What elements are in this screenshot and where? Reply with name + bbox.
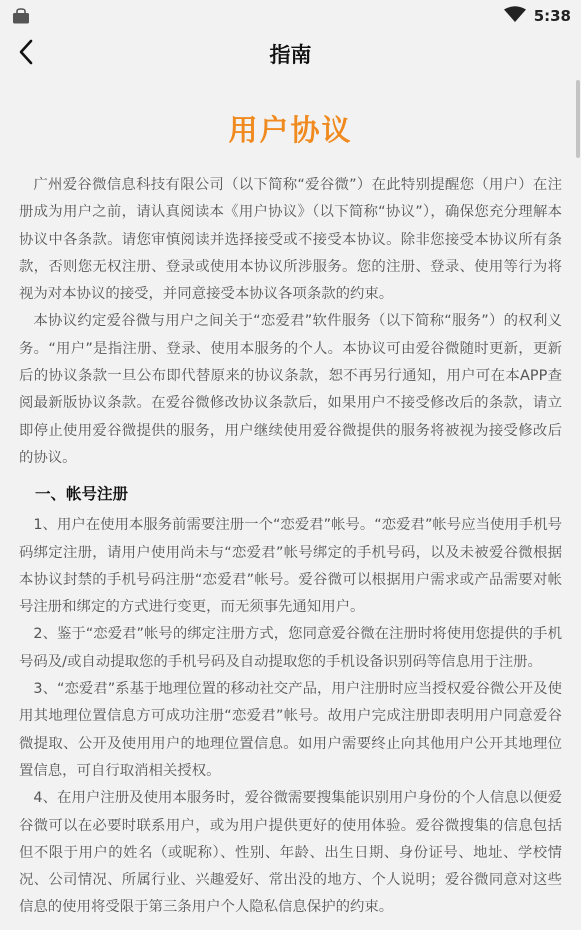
intro-paragraph: 本协议约定爱谷微与用户之间关于“恋爱君”软件服务（以下简称“服务”）的权利义务。“用户”是指注册、登录、使用本服务的个人。本协议可由爱谷微随时更新，更新后的协议条款一旦公布即代替原来的协议条款，恕不再另行通知，用户可在本APP查阅最新版协议条款。在爱谷微修改协议条款后，如果用户不接受修改后的条款，请立即停止使用爱谷微提供的服务，用户继续使用爱谷微提供的服务将被视为接受修改后的协议。 <box>19 313 562 466</box>
scrollbar[interactable] <box>576 80 580 158</box>
status-bar <box>0 0 581 32</box>
wifi-icon <box>504 6 526 26</box>
section-paragraph: 2、鉴于“恋爱君”帐号的绑定注册方式，您同意爱谷微在注册时将使用您提供的手机号码及/或自动提取您的手机号码及自动提取您的手机设备识别码等信息用于注册。 <box>19 626 562 670</box>
section-paragraph: 3、“恋爱君”系基于地理位置的移动社交产品，用户注册时应当授权爱谷微公开及使用其地理位置信息方可成功注册“恋爱君”帐号。故用户完成注册即表明用户同意爱谷微提取、公开及使用用户的地理位置信息。如用户需要终止向其他用户公开其地理位置信息，可自行取消相关授权。 <box>19 681 562 779</box>
intro-paragraph: 广州爱谷微信息科技有限公司（以下简称“爱谷微”）在此特别提醒您（用户）在注册成为用户之前，请认真阅读本《用户协议》（以下简称“协议”），确保您充分理解本协议中各条款。请您审慎阅读并选择接受或不接受本协议。除非您接受本协议所有条款，否则您无权注册、登录或使用本协议所涉服务。您的注册、登录、使用等行为将视为对本协议的接受，并同意接受本协议各项条款的约束。 <box>19 177 562 303</box>
agreement-title: 用户协议 <box>228 113 353 147</box>
status-time: 5:38 <box>533 7 571 25</box>
agreement-content[interactable] <box>0 76 581 930</box>
bag-icon <box>12 8 30 24</box>
chevron-left-icon <box>18 39 34 69</box>
status-right <box>504 6 571 26</box>
section-paragraph: 4、在用户注册及使用本服务时，爱谷微需要搜集能识别用户身份的个人信息以便爱谷微可以在必要时联系用户，或为用户提供更好的使用体验。爱谷微搜集的信息包括但不限于用户的姓名（或昵称）、性别、年龄、出生日期、身份证号、地址、学校情况、公司情况、所属行业、兴趣爱好、常出没的地方、个人说明；爱谷微同意对这些信息的使用将受限于第三条用户个人隐私信息保护的约束。 <box>19 790 562 916</box>
nav-bar <box>0 32 581 76</box>
section-paragraph: 1、用户在使用本服务前需要注册一个“恋爱君”帐号。“恋爱君”帐号应当使用手机号码绑定注册，请用户使用尚未与“恋爱君”帐号绑定的手机号码，以及未被爱谷微根据本协议封禁的手机号码注册“恋爱君”帐号。爱谷微可以根据用户需求或产品需要对帐号注册和绑定的方式进行变更，而无须事先通知用户。 <box>19 517 562 616</box>
back-button[interactable] <box>8 36 44 72</box>
page-title: 指南 <box>269 43 312 67</box>
section-heading: 一、帐号注册 <box>35 485 129 504</box>
